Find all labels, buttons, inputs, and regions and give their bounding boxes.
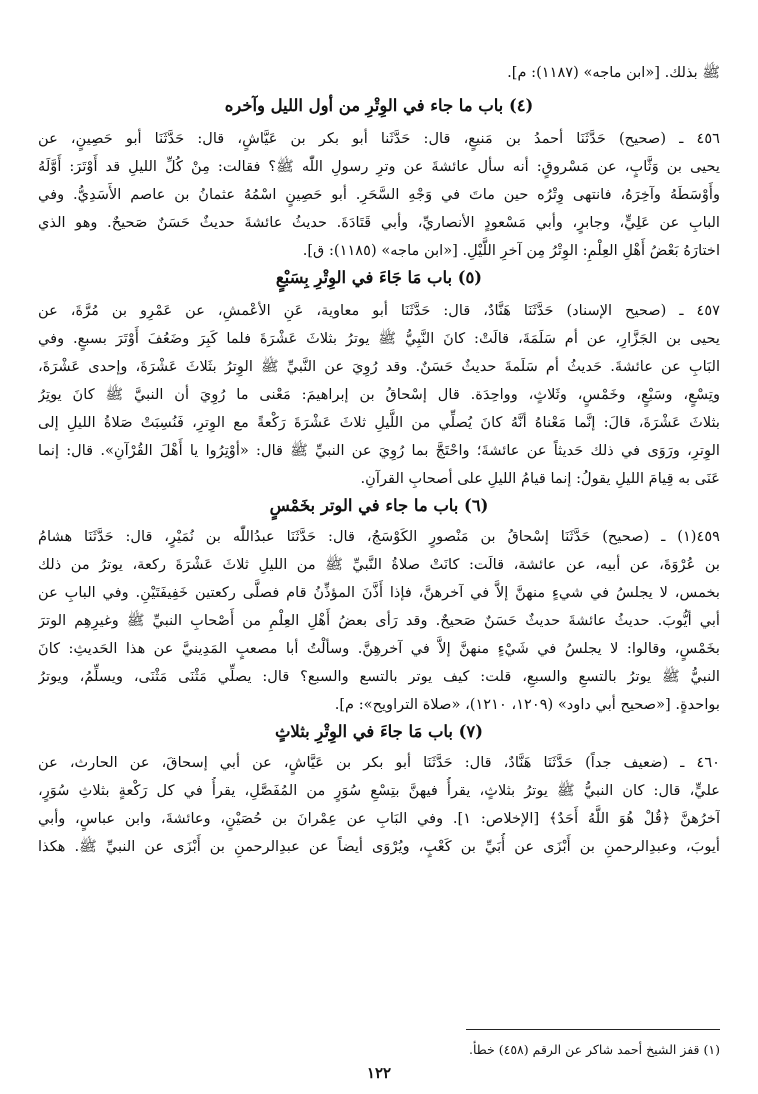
text-line: عَنَى به قِيامَ الليلِ يقولُ: إنما قيامُ الليلِ على أصحابِ القرآنِ. — [360, 470, 720, 487]
page-number: ١٢٢ — [366, 1064, 392, 1082]
chapter-heading: (٦) باب ما جاء في الوتر بخَمْسٍ — [269, 496, 489, 515]
text-line: يحيى بن وَثَّابٍ، عن مَسْروقٍ: أنه سأل عائشةَ عن وترِ رسولِ اللّٰه ﷺ؟ فقالت: مِنْ كُلِّ الليلِ قد أَوْتَرَ: أَوَّلَهُ — [38, 158, 720, 175]
text-line: البَابِ عن عائشةَ. حَديثُ أم سَلَمةَ حديثٌ حَسَنٌ. وقد رُوِيَ عن النَّبيِّ ﷺ الوِترُ بثَلاثَ عَشْرَةَ، وإحدى عَشْرَةَ، — [38, 358, 720, 375]
footnote: (١) قفز الشيخ أحمد شاكر عن الرقم (٤٥٨) خطأ. — [469, 1042, 720, 1057]
text-line: أبي أيُّوبَ. حديثُ عائشةَ حديثٌ حَسَنٌ صَحيحٌ. وقد رَأى بعضُ أَهْلِ العِلْمِ من أَصْحابِ النبيِّ ﷺ وغيرِهِم الوترَ — [38, 612, 720, 629]
text-line: النبيُّ ﷺ يوترُ بالتسعِ والسبعِ، قلت: كيف يوتر بالتسع والسبع؟ قال: يصلِّي مَثْنَى مَثْنَى، ويسلِّمُ، ويوترُ — [38, 668, 720, 685]
text-line: وأَوْسَطَهُ وآخِرَهُ، فانتهى وِتْرُه حين ماتَ في وَجْهِ السَّحَرِ. أبو حَصِينٍ اسْمُهُ عثمانُ بن عاصم الأَسَدِيُّ. وفي — [38, 186, 720, 203]
text-line: أيوبَ، وعبدِالرحمنِ بن أَبْزَى عن أُبَيِّ بن كَعْبٍ، ويُرْوَى أيضاً عن عبدِالرحمنِ بن أَبْزَى عن النبيِّ ﷺ. هكذا — [38, 838, 720, 855]
text-line: بخَمْسٍ، وقالوا: لا يجلسُ في شَيْءٍ منهنَّ إلاَّ في آخرهِنَّ. وسألْتُ أبا مصعبٍ المَدِينيَّ عن هذا الحَديثِ: كانَ — [38, 640, 720, 657]
chapter-heading: (٧) باب مَا جاءَ في الوِتْرِ بثلاثٍ — [275, 722, 483, 741]
footnote-divider — [466, 1029, 720, 1030]
text-line: ٤٥٩(١) ـ (صحيح) حَدَّثَنَا إسْحاقُ بن مَنْصورٍ الكَوْسَجُ، قال: حَدَّثَنَا عبدُاللّٰه بن نُمَيْرٍ، قال: حَدَّثَنَا هشامُ — [38, 528, 720, 545]
text-line: ٤٥٦ ـ (صحيح) حَدَّثَنَا أحمدُ بن مَنيعٍ، قال: حَدَّثَنا أبو بكر بن عَيَّاشٍ، قال: حَدَّثَنَا أبو حَصِينٍ، عن — [38, 130, 720, 147]
chapter-heading: (٥) باب مَا جَاءَ في الوِتْرِ بِسَبْعٍ — [275, 268, 483, 287]
text-line: بن عُرْوَةَ، عن أبيه، عن عائشة، قالَت: كانَتْ صلاةُ النَّبيِّ ﷺ من الليلِ ثلاثَ عَشْرَةَ ركعة، يوترُ من ذلك — [38, 556, 720, 573]
text-line: بثلاثَ عَشْرَةَ، قالَ: إنَّما مَعْناهُ أنَّهُ كانَ يُصلِّي من اللَّيلِ ثلاثَ عَشْرَةَ رَكْعةً مع الوِترِ، فَنُسِبَتْ صَلاةُ الليلِ إلى — [38, 414, 720, 431]
text-line: ٤٦٠ ـ (ضعيف جداً) حَدَّثَنَا هَنَّادٌ، قال: حَدَّثَنَا أبو بكر بن عَيَّاشٍ، عن أبي إسحاقَ، عن الحارث، عن — [38, 754, 720, 771]
text-line: اختارَهُ بَعْضُ أَهْلِ العِلْمِ: الوِتْرُ مِن آخرِ اللَّيْلِ. [«ابن ماجه» (١١٨٥): ق]. — [302, 242, 720, 259]
text-line: ﷺ بذلك. [«ابن ماجه» (١١٨٧): م]. — [507, 64, 720, 81]
text-line: عليٍّ، قال: كان النبيُّ ﷺ يوترُ بثلاثٍ، يقرأُ فيهنَّ بتِسْعِ سُوَرٍ من المُفَصَّلِ، يقرأُ في كل رَكْعةٍ بثلاثِ سُوَرٍ، — [38, 782, 720, 799]
text-line: آخرُهنَّ ﴿قُلْ هُوَ اللَّهُ أَحَدٌ﴾ [الإخلاص: ١]. وفي البَابِ عن عِمْرانَ بن حُصَيْنٍ، وعائشةَ، وابن عباسٍ، وأبي — [38, 810, 720, 827]
text-line: ٤٥٧ ـ (صحيح الإسناد) حَدَّثَنَا هَنَّادٌ، قال: حَدَّثَنَا أبو معاوية، عَنِ الأعْمشِ، عن عَمْرِو بن مُرَّةَ، عن — [38, 302, 720, 319]
chapter-heading: (٤) باب ما جاء في الوِتْرِ من أول الليل وآخره — [224, 96, 534, 115]
text-line: بواحدةٍ. [«صحيح أبي داود» (١٢٠٩، ١٢١٠)، «صلاة التراويح»: م]. — [334, 696, 720, 713]
text-line: بخمس، لا يجلسُ في شيءٍ منهنَّ إلاَّ في آخرهنَّ، فإذا أَذَّنَ المؤذِّنُ قام فصلَّى ركعتين خَفِيفَتَيْنِ. وفي البابِ عن — [38, 584, 720, 601]
text-line: البابِ عن عَلِيٍّ، وجابرٍ، وأبي مَسْعودٍ الأنصاريِّ، وأبي قَتَادَةَ. حديثُ عائشةَ حديثٌ حَسَنٌ صَحيحٌ. وهو الذي — [38, 214, 720, 231]
text-line: يحيى بن الجَزَّارِ، عن أم سَلَمَةَ، قالَتْ: كانَ النَّبِيُّ ﷺ يوترُ بثلاثَ عَشْرَةَ فلما كَبِرَ وضَعُفَ أَوْتَرَ بسبعٍ. وفي — [38, 330, 720, 347]
text-line: وتِسْعٍ، وسَبْعٍ، وخَمْسٍ، وثَلاثٍ، وواحِدَة. قال إسْحاقُ بن إبراهيمَ: مَعْنى ما رُوِيَ أن النبيَّ ﷺ كانَ يوتِرُ — [38, 386, 720, 403]
text-line: الوِترِ، ورَوَى في ذلك حَديثاً عن عائشةَ؛ واحْتَجَّ بما رُوِيَ عن النبيِّ ﷺ قال: «أوْتِرُوا يا أَهْلَ القُرْآنِ». قال: إنما — [38, 442, 720, 459]
